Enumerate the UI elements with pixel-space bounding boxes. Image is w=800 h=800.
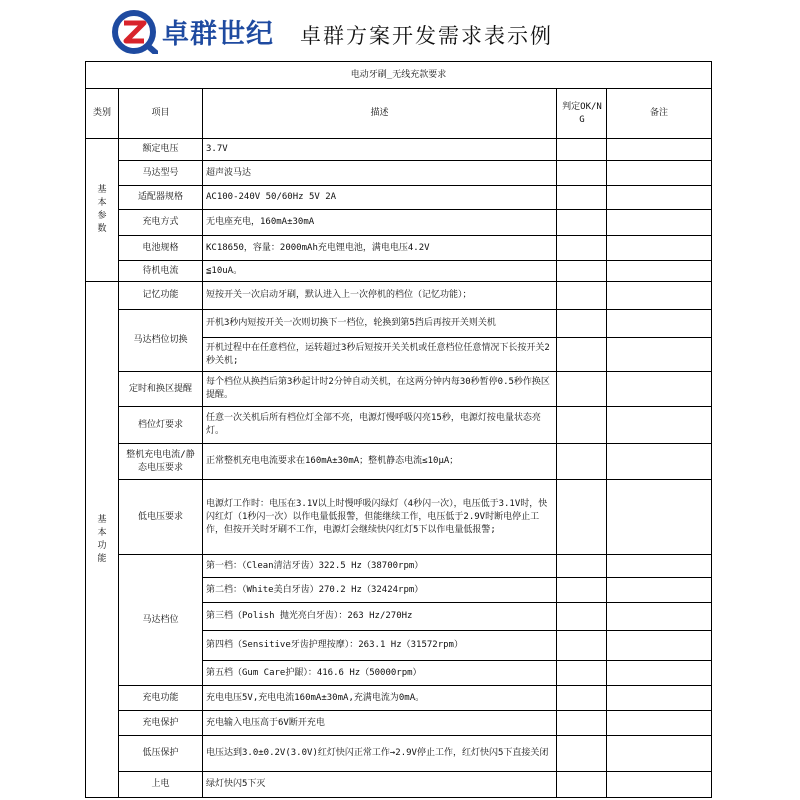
judge-cell[interactable] (557, 310, 607, 338)
table-row (86, 282, 712, 310)
item-memory-function: 记忆功能 (119, 282, 203, 310)
judge-cell[interactable] (557, 480, 607, 555)
remarks-cell[interactable] (607, 555, 712, 578)
desc-motor-gear-switch-1: 开机3秒内短按开关一次则切换下一档位，轮换到第5挡后再按开关则关机 (203, 310, 557, 338)
table-row (86, 372, 712, 407)
judge-cell[interactable] (557, 372, 607, 407)
table-row (86, 407, 712, 444)
remarks-cell[interactable] (607, 480, 712, 555)
remarks-cell[interactable] (607, 210, 712, 236)
table-row (86, 444, 712, 480)
remarks-cell[interactable] (607, 310, 712, 338)
judge-cell[interactable] (557, 282, 607, 310)
judge-cell[interactable] (557, 261, 607, 282)
item-power-on: 上电 (119, 772, 203, 798)
table-row (86, 555, 712, 578)
remarks-cell[interactable] (607, 772, 712, 798)
table-row (86, 186, 712, 210)
remarks-cell[interactable] (607, 161, 712, 186)
requirements-table (85, 61, 712, 798)
judge-cell[interactable] (557, 603, 607, 631)
desc-charge-protection: 充电输入电压高于6V断开充电 (203, 711, 557, 736)
desc-charge-static-current: 正常整机充电电流要求在160mA±30mA；整机静态电流≤10μA； (203, 444, 557, 480)
desc-motor-gear-switch-2: 开机过程中在任意档位，运转超过3秒后短按开关关机或任意档位任意情况下长按开关2秒关机; (203, 338, 557, 372)
table-title: 电动牙刷_无线充款要求 (86, 62, 712, 89)
category-basic-functions-label: 基本功能 (97, 514, 107, 564)
desc-memory-function: 短按开关一次启动牙刷，默认进入上一次停机的档位（记忆功能）； (203, 282, 557, 310)
judge-cell[interactable] (557, 139, 607, 161)
table-row (86, 772, 712, 798)
logo-text: 卓群世纪 (162, 19, 274, 50)
judge-cell[interactable] (557, 631, 607, 661)
judge-cell[interactable] (557, 578, 607, 603)
judge-cell[interactable] (557, 736, 607, 772)
table-row (86, 480, 712, 555)
judge-cell[interactable] (557, 555, 607, 578)
table-row (86, 210, 712, 236)
judge-cell[interactable] (557, 711, 607, 736)
judge-cell[interactable] (557, 444, 607, 480)
remarks-cell[interactable] (607, 711, 712, 736)
remarks-cell[interactable] (607, 236, 712, 261)
item-charge-protection: 充电保护 (119, 711, 203, 736)
judge-cell[interactable] (557, 236, 607, 261)
table-row (86, 139, 712, 161)
item-motor-gears: 马达档位 (119, 555, 203, 686)
item-timer-reminder: 定时和换区提醒 (119, 372, 203, 407)
remarks-cell[interactable] (607, 372, 712, 407)
table-row (86, 310, 712, 338)
remarks-cell[interactable] (607, 338, 712, 372)
item-motor-model: 马达型号 (119, 161, 203, 186)
desc-motor-gear-4: 第四档（Sensitive牙齿护理按摩）：263.1 Hz（31572rpm） (203, 631, 557, 661)
column-header-category: 类别 (86, 89, 119, 139)
judge-cell[interactable] (557, 772, 607, 798)
item-rated-voltage: 额定电压 (119, 139, 203, 161)
judge-cell[interactable] (557, 338, 607, 372)
item-charge-static-current: 整机充电电流/静态电压要求 (119, 444, 203, 480)
document-title: 卓群方案开发需求表示例 (300, 24, 553, 48)
desc-rated-voltage: 3.7V (203, 139, 557, 161)
item-battery-spec: 电池规格 (119, 236, 203, 261)
category-basic-functions (86, 282, 119, 798)
remarks-cell[interactable] (607, 578, 712, 603)
table-header-row (86, 89, 712, 139)
remarks-cell[interactable] (607, 444, 712, 480)
item-gear-light: 档位灯要求 (119, 407, 203, 444)
desc-low-voltage: 电源灯工作时：电压在3.1V以上时慢呼吸闪绿灯（4秒闪一次），电压低于3.1V时，快闪红灯（1秒闪一次）以作电量低报警，但能继续工作，电压低于2.9V时断电停止工作，但按开关时牙刷不工作，电源灯会继续快闪红灯5下以作电量低报警; (203, 480, 557, 555)
item-motor-gear-switch: 马达档位切换 (119, 310, 203, 372)
table-row (86, 736, 712, 772)
column-header-judge-label: 判定OK/NG (562, 101, 602, 125)
desc-low-voltage-protection: 电压达到3.0±0.2V(3.0V)红灯快闪正常工作→2.9V停止工作，红灯快闪5下直接关闭 (203, 736, 557, 772)
table-row (86, 686, 712, 711)
desc-motor-model: 超声波马达 (203, 161, 557, 186)
desc-charge-method: 无电座充电，160mA±30mA (203, 210, 557, 236)
remarks-cell[interactable] (607, 603, 712, 631)
table-row (86, 236, 712, 261)
item-charge-function: 充电功能 (119, 686, 203, 711)
zhuoqun-logo-icon (112, 10, 158, 54)
page-header (0, 0, 800, 60)
item-low-voltage: 低电压要求 (119, 480, 203, 555)
desc-gear-light: 任意一次关机后所有档位灯全部不亮，电源灯慢呼吸闪亮15秒，电源灯按电量状态亮灯。 (203, 407, 557, 444)
remarks-cell[interactable] (607, 686, 712, 711)
remarks-cell[interactable] (607, 186, 712, 210)
judge-cell[interactable] (557, 161, 607, 186)
remarks-cell[interactable] (607, 631, 712, 661)
judge-cell[interactable] (557, 210, 607, 236)
column-header-description: 描述 (203, 89, 557, 139)
item-standby-current: 待机电流 (119, 261, 203, 282)
desc-motor-gear-3: 第三档（Polish 抛光亮白牙齿）：263 Hz/270Hz (203, 603, 557, 631)
column-header-remarks: 备注 (607, 89, 712, 139)
desc-motor-gear-5: 第五档（Gum Care护龈）：416.6 Hz（50000rpm） (203, 661, 557, 686)
judge-cell[interactable] (557, 186, 607, 210)
judge-cell[interactable] (557, 661, 607, 686)
remarks-cell[interactable] (607, 139, 712, 161)
remarks-cell[interactable] (607, 282, 712, 310)
desc-charge-function: 充电电压5V,充电电流160mA±30mA,充满电流为0mA。 (203, 686, 557, 711)
item-low-voltage-protection: 低压保护 (119, 736, 203, 772)
table-row (86, 161, 712, 186)
category-basic-params (86, 139, 119, 282)
judge-cell[interactable] (557, 686, 607, 711)
column-header-judge (557, 89, 607, 139)
remarks-cell[interactable] (607, 407, 712, 444)
table-title-row (86, 62, 712, 89)
desc-standby-current: ≦10uA。 (203, 261, 557, 282)
remarks-cell[interactable] (607, 261, 712, 282)
desc-motor-gear-2: 第二档：（White美白牙齿）270.2 Hz（32424rpm） (203, 578, 557, 603)
desc-timer-reminder: 每个档位从换挡后第3秒起计时2分钟自动关机，在这两分钟内每30秒暂停0.5秒作换区提醒。 (203, 372, 557, 407)
judge-cell[interactable] (557, 407, 607, 444)
desc-power-on: 绿灯快闪5下灭 (203, 772, 557, 798)
table-row (86, 711, 712, 736)
desc-motor-gear-1: 第一档：（Clean清洁牙齿）322.5 Hz（38700rpm） (203, 555, 557, 578)
item-charge-method: 充电方式 (119, 210, 203, 236)
remarks-cell[interactable] (607, 736, 712, 772)
table-row (86, 261, 712, 282)
desc-battery-spec: KC18650，容量：2000mAh充电锂电池，满电电压4.2V (203, 236, 557, 261)
item-adapter-spec: 适配器规格 (119, 186, 203, 210)
category-basic-params-label: 基本参数 (97, 185, 107, 234)
desc-adapter-spec: AC100-240V 50/60Hz 5V 2A (203, 186, 557, 210)
remarks-cell[interactable] (607, 661, 712, 686)
column-header-item: 项目 (119, 89, 203, 139)
